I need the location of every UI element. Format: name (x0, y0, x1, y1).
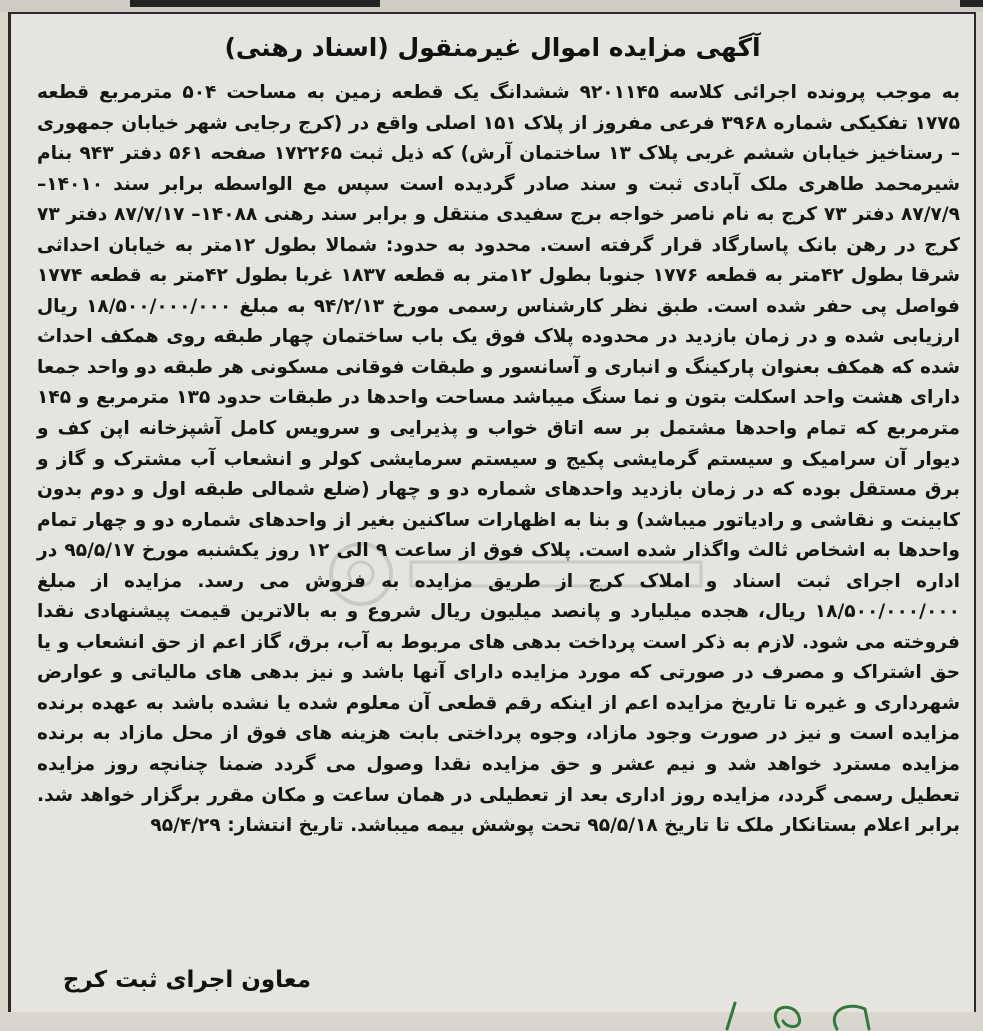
notice-title: آگهی مزایده اموال غیرمنقول (اسناد رهنی) (224, 33, 761, 62)
adjacent-clipping-edge (960, 0, 983, 7)
handwritten-number (717, 999, 887, 1031)
previous-clipping-edge (130, 0, 380, 7)
newspaper-clipping (8, 12, 976, 1012)
signature-office: معاون اجرای ثبت کرج (62, 967, 311, 993)
notice-body: به موجب پرونده اجرائی کلاسه ۹۲۰۱۱۴۵ ششدانگ یک قطعه زمین به مساحت ۵۰۴ مترمربع قطعه ۱۷۷۵ تفکیکی شماره ۳۹۶۸ فرعی مفروز از پلاک ۱۵۱ اصلی واقع در (کرج رجایی شهر خیابان جمهوری – رستاخیز خیابان ششم غربی پلاک ۱۳ ساختمان آرش) که ذیل ثبت ۱۷۲۲۶۵ صفحه ۵۶۱ دفتر ۹۴۳ بنام شیرمحمد طاهری ملک آبادی ثبت و سند صادر گردیده است سپس مع الواسطه برابر سند ۱۴۰۱۰– ۸۷/۷/۹ دفتر ۷۳ کرج به نام ناصر خواجه برج سفیدی منتقل و برابر سند رهنی ۱۴۰۸۸– ۸۷/۷/۱۷ دفتر ۷۳ کرج در رهن بانک پاسارگاد قرار گرفته است. محدود به حدود: شمالا بطول ۱۲متر به خیابان احداثی شرقا بطول ۴۲متر به قطعه ۱۷۷۶ جنوبا بطول ۱۲متر به قطعه ۱۸۳۷ غربا بطول ۴۲متر به قطعه ۱۷۷۴ فواصل پی حفر شده است. طبق نظر کارشناس رسمی مورخ ۹۴/۲/۱۳ به مبلغ ۱۸/۵۰۰/۰۰۰/۰۰۰ ریال ارزیابی شده و در زمان بازدید در محدوده پلاک فوق یک باب ساختمان چهار طبقه روی همکف احداث شده که همکف بعنوان پارکینگ و انباری و آسانسور و طبقات فوقانی مسکونی هر طبقه دو واحد جمعا دارای هشت واحد اسکلت بتون و نما سنگ میباشد مساحت واحدها در طبقات حدود ۱۳۵ مترمربع و ۱۴۵ مترمربع که تمام واحدها مشتمل بر سه اتاق خواب و پذیرایی و سرویس کامل آشپزخانه اپن کف و دیوار آن سرامیک و سیستم گرمایشی پکیج و سیستم سرمایشی کولر و انشعاب آب مشترک و گاز و برق مستقل بوده که در زمان بازدید واحدهای شماره دو و چهار (ضلع شمالی طبقه اول و دوم بدون کابینت و نقاشی و رادیاتور میباشد) و بنا به اظهارات ساکنین بغیر از واحدهای شماره دو و چهار تمام واحدها به اشخاص ثالث واگذار شده است. پلاک فوق از ساعت ۹ الی ۱۲ روز یکشنبه مورخ ۹۵/۵/۱۷ در اداره اجرای ثبت اسناد و املاک کرج از طریق مزایده به فروش می رسد. مزایده از مبلغ ۱۸/۵۰۰/۰۰۰/۰۰۰ ریال، هجده میلیارد و پانصد میلیون ریال شروع و به بالاترین قیمت پیشنهادی نقدا فروخته می شود. لازم به ذکر است پرداخت بدهی های مربوط به آب، برق، گاز اعم از حق انشعاب و یا حق اشتراک و مصرف در صورتی که مورد مزایده دارای آنها باشد و نیز بدهی های مالیاتی و عوارض شهرداری و غیره تا تاریخ مزایده اعم از اینکه رقم قطعی آن معلوم شده یا نشده باشد به عهده برنده مزایده است و نیز در صورت وجود مازاد، وجوه پرداختی بابت هزینه های فوق از محل مازاد به برنده مزایده مسترد خواهد شد و نیم عشر و حق مزایده نقدا وصول می گردد ضمنا چنانچه روز مزایده تعطیل رسمی گردد، مزایده روز اداری بعد از تعطیلی در همان ساعت و مکان مقرر برگزار خواهد شد. برابر اعلام بستانکار ملک تا تاریخ ۹۵/۵/۱۸ تحت پوشش بیمه میباشد. تاریخ انتشار: ۹۵/۴/۲۹ (37, 82, 961, 837)
top-edge-strip (0, 0, 983, 12)
